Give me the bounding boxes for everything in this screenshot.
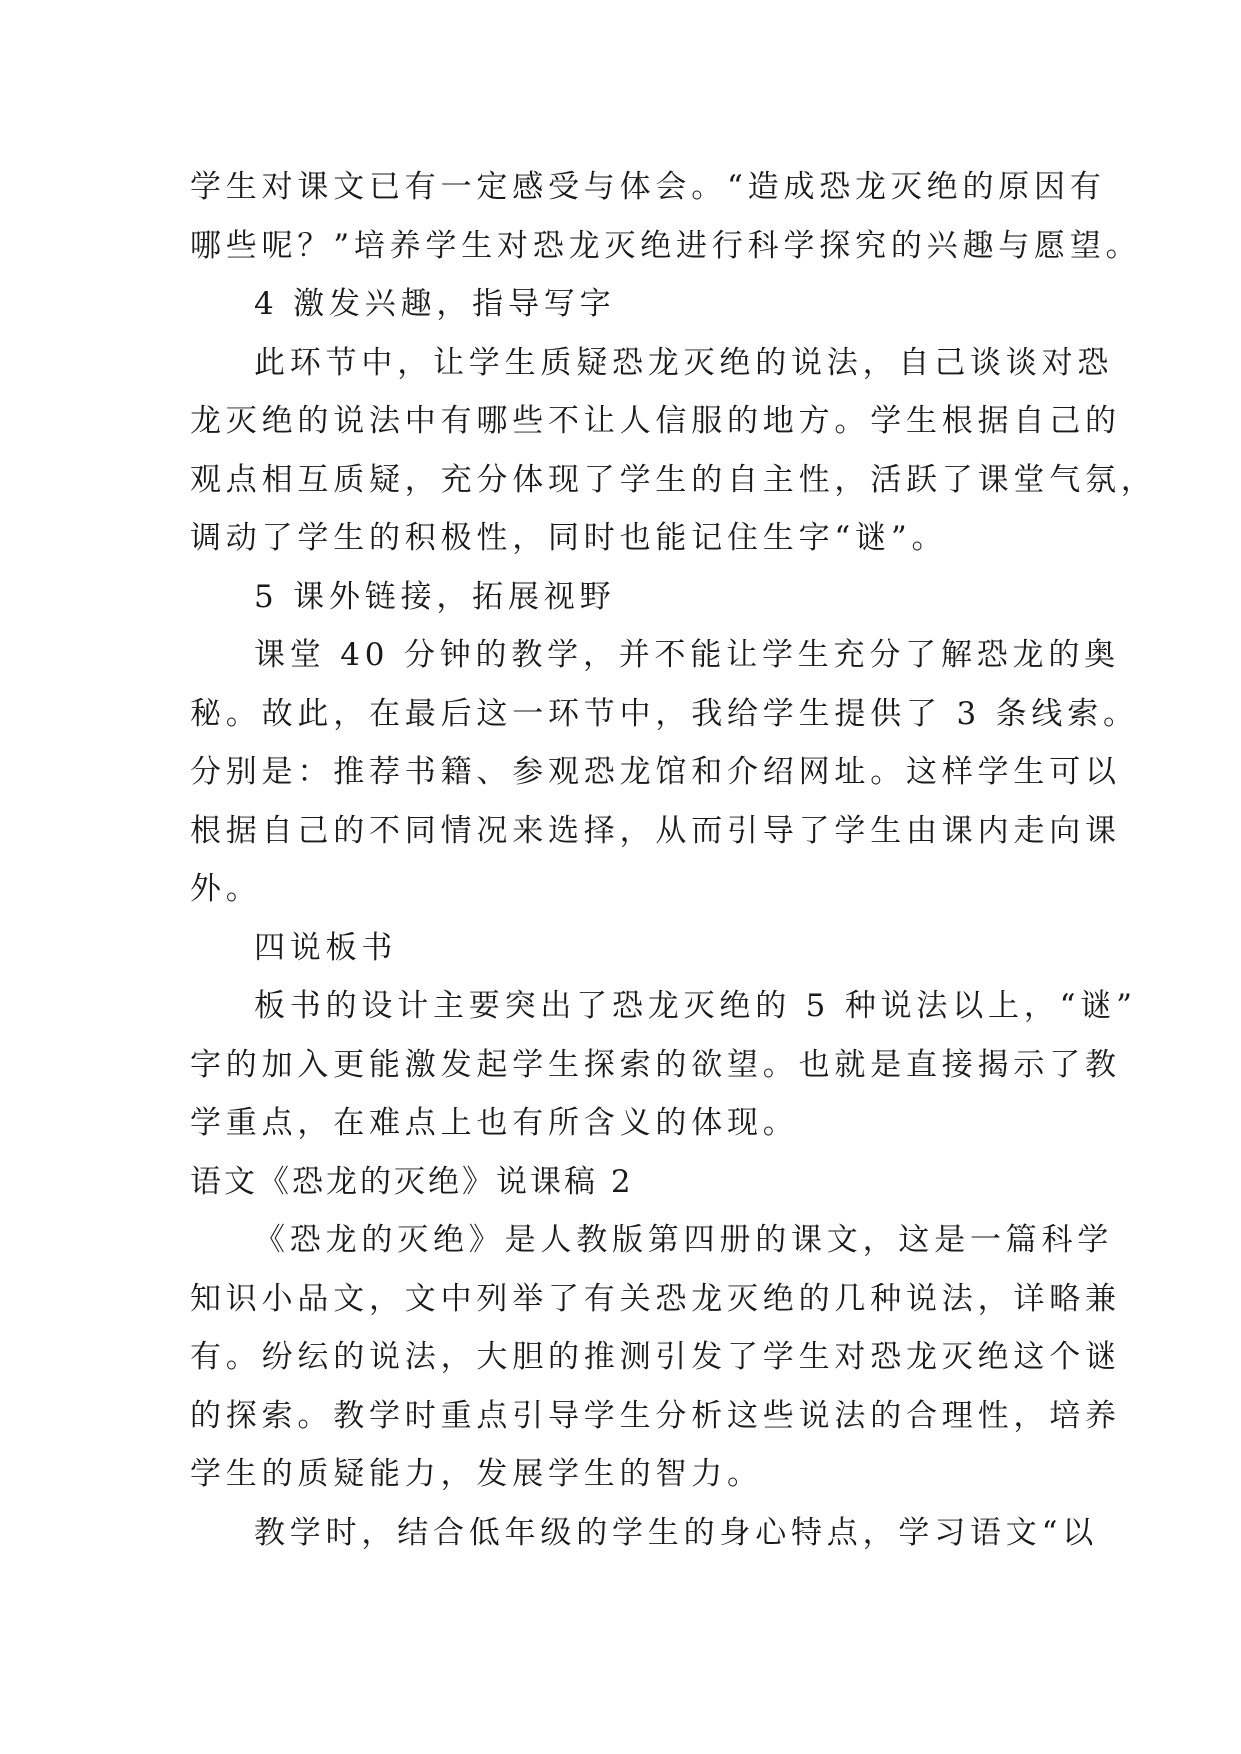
text-line-22: 的探索。教学时重点引导学生分析这些说法的合理性，培养 bbox=[190, 1397, 1121, 1434]
section-heading-5: 5 课外链接，拓展视野 bbox=[254, 578, 616, 615]
text-line-12: 根据自己的不同情况来选择，从而引导了学生由课内走向课 bbox=[190, 812, 1121, 849]
document-title-2: 语文《恐龙的灭绝》说课稿 2 bbox=[190, 1163, 634, 1200]
text-line-16: 字的加入更能激发起学生探索的欲望。也就是直接揭示了教 bbox=[190, 1046, 1121, 1083]
text-line-11: 分别是：推荐书籍、参观恐龙馆和介绍网址。这样学生可以 bbox=[190, 754, 1121, 790]
text-line-6: 观点相互质疑，充分体现了学生的自主性，活跃了课堂气氛， bbox=[190, 461, 1157, 498]
document-body bbox=[190, 158, 1157, 1562]
text-line-2: 哪些呢？”培养学生对恐龙灭绝进行科学探究的兴趣与愿望。 bbox=[190, 227, 1142, 264]
section-heading-board: 四说板书 bbox=[254, 929, 398, 966]
text-line-23: 学生的质疑能力，发展学生的智力。 bbox=[190, 1456, 763, 1492]
text-line-4: 此环节中，让学生质疑恐龙灭绝的说法，自己谈谈对恐 bbox=[254, 344, 1114, 381]
text-line-1: 学生对课文已有一定感受与体会。“造成恐龙灭绝的原因有 bbox=[190, 169, 1106, 205]
text-line-15: 板书的设计主要突出了恐龙灭绝的 5 种说法以上，“谜” bbox=[254, 988, 1137, 1024]
text-line-10: 秘。故此，在最后这一环节中，我给学生提供了 3 条线索。 bbox=[190, 695, 1139, 732]
text-line-9: 课堂 40 分钟的教学，并不能让学生充分了解恐龙的奥 bbox=[254, 637, 1120, 673]
text-line-20: 知识小品文，文中列举了有关恐龙灭绝的几种说法，详略兼 bbox=[190, 1280, 1121, 1317]
text-line-24: 教学时，结合低年级的学生的身心特点，学习语文“以 bbox=[254, 1514, 1099, 1551]
text-line-5: 龙灭绝的说法中有哪些不让人信服的地方。学生根据自己的 bbox=[190, 403, 1121, 439]
text-line-21: 有。纷纭的说法，大胆的推测引发了学生对恐龙灭绝这个谜 bbox=[190, 1339, 1121, 1375]
text-line-13: 外。 bbox=[190, 871, 262, 907]
section-heading-4: 4 激发兴趣，指导写字 bbox=[254, 286, 616, 322]
text-line-7: 调动了学生的积极性，同时也能记住生字“谜”。 bbox=[190, 520, 948, 556]
text-line-19: 《恐龙的灭绝》是人教版第四册的课文，这是一篇科学 bbox=[254, 1222, 1114, 1258]
text-line-17: 学重点，在难点上也有所含义的体现。 bbox=[190, 1105, 799, 1141]
